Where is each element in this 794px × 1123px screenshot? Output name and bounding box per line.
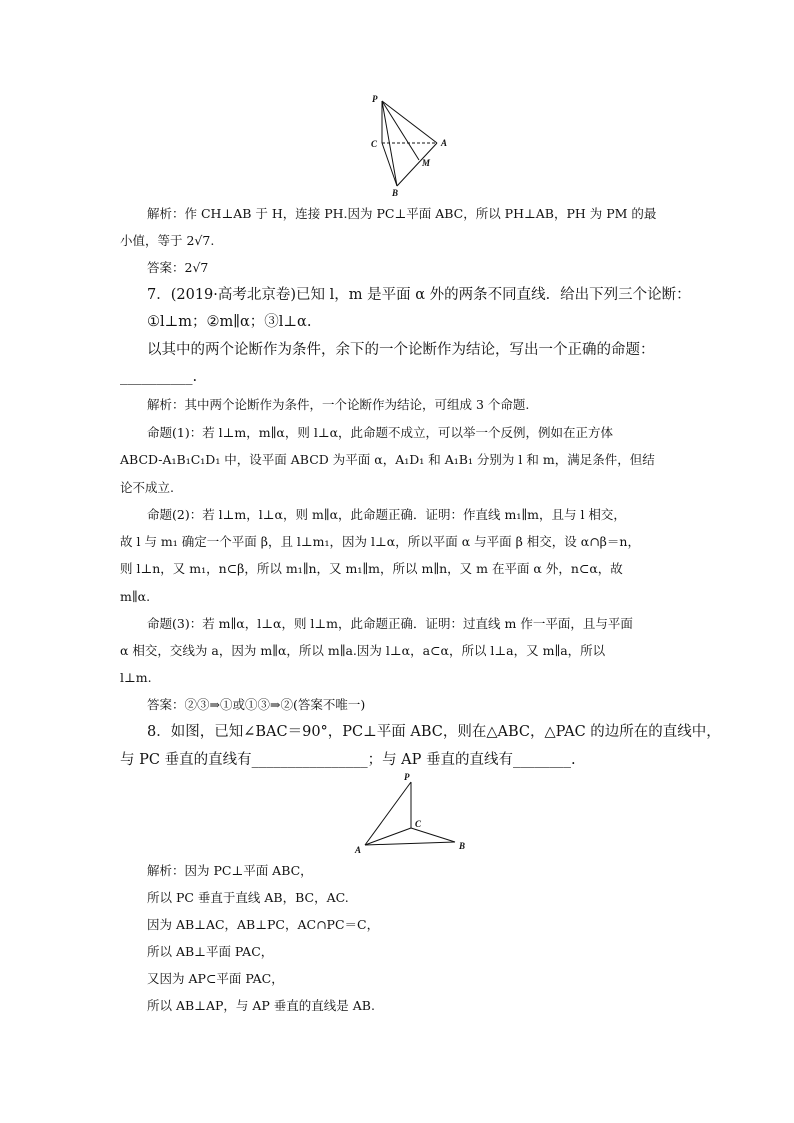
label-a: A: [355, 845, 362, 855]
edge-pa: [382, 101, 437, 143]
p6-answer: 答案：2√7: [147, 260, 209, 275]
q7-case3-line-2: α 相交，交线为 a，因为 m∥α，所以 m∥a.因为 l⊥α，a⊂α，所以 l⊥a，又 m∥a，所以: [120, 643, 606, 658]
q7-stem-line-3: 以其中的两个论断作为条件，余下的一个论断作为结论，写出一个正确的命题：: [147, 342, 655, 358]
label-b: B: [459, 841, 466, 851]
q7-stem-line-1: 7．(2019·高考北京卷)已知 l，m 是平面 α 外的两条不同直线．给出下列三个论断：: [147, 287, 691, 303]
edge-pm: [382, 101, 419, 160]
q8-solution-line-3: 因为 AB⊥AC，AB⊥PC，AC∩PC＝C，: [147, 917, 380, 932]
edge-cb: [382, 143, 397, 186]
edge-pa: [365, 782, 411, 845]
q7-case2-line-2: 故 l 与 m₁ 确定一个平面 β，且 l⊥m₁，因为 l⊥α，所以平面 α 与平面 β 相交，设 α∩β＝n，: [120, 534, 640, 549]
q7-case2-line-4: m∥α.: [120, 589, 151, 604]
q7-answer: 答案：②③⇒①或①③⇒②(答案不唯一): [147, 697, 366, 712]
q8-solution-line-6: 所以 AB⊥AP，与 AP 垂直的直线是 AB.: [147, 998, 375, 1013]
edge-ac: [365, 828, 411, 845]
label-b: B: [392, 188, 399, 198]
p6-solution-line-1: 解析：作 CH⊥AB 于 H，连接 PH.因为 PC⊥平面 ABC，所以 PH⊥AB，PH 为 PM 的最: [147, 206, 657, 221]
q8-stem-line-1: 8．如图，已知∠BAC＝90°，PC⊥平面 ABC，则在△ABC，△PAC 的边所在的直线中，: [147, 724, 721, 740]
q7-case1-line-3: 论不成立.: [120, 480, 174, 495]
q8-solution-line-4: 所以 AB⊥平面 PAC，: [147, 944, 274, 959]
q7-case3-line-3: l⊥m.: [120, 670, 152, 685]
edge-ab: [397, 143, 437, 186]
q7-case3-line-1: 命题(3)：若 m∥α，l⊥α，则 l⊥m，此命题正确．证明：过直线 m 作一平面，且与平面: [147, 616, 633, 631]
p6-solution-line-2: 小值，等于 2√7.: [120, 233, 215, 248]
label-p: P: [404, 772, 410, 782]
q7-solution-intro: 解析：其中两个论断作为条件，一个论断作为结论，可组成 3 个命题.: [147, 397, 530, 412]
q8-solution-line-5: 又因为 AP⊂平面 PAC，: [147, 971, 284, 986]
edge-ab: [365, 842, 455, 845]
q7-case1-line-2: ABCD-A₁B₁C₁D₁ 中，设平面 ABCD 为平面 α，A₁D₁ 和 A₁B₁ 分别为 l 和 m，满足条件，但结: [120, 452, 655, 467]
q8-solution-line-2: 所以 PC 垂直于直线 AB，BC，AC.: [147, 890, 349, 905]
edge-pb: [382, 101, 397, 186]
q7-stem-line-2: ①l⊥m；②m∥α；③l⊥α.: [147, 314, 312, 330]
q7-case1-line-1: 命题(1)：若 l⊥m，m∥α，则 l⊥α，此命题不成立，可以举一个反例，例如在正方体: [147, 425, 614, 440]
label-p: P: [372, 94, 378, 104]
label-a: A: [441, 138, 448, 148]
q8-stem-line-2: 与 PC 垂直的直线有________________；与 AP 垂直的直线有________.: [120, 752, 576, 768]
q7-case2-line-3: 则 l⊥n，又 m₁，n⊂β，所以 m₁∥n，又 m₁∥m，所以 m∥n，又 m 在平面 α 外，n⊂α，故: [120, 561, 623, 576]
label-m: M: [422, 158, 431, 168]
label-c: C: [415, 819, 422, 829]
q7-answer-blank: __________.: [120, 369, 198, 385]
q7-case2-line-1: 命题(2)：若 l⊥m，l⊥α，则 m∥α，此命题正确．证明：作直线 m₁∥m，且与 l 相交，: [147, 507, 626, 522]
edge-cb: [411, 828, 455, 842]
q8-solution-line-1: 解析：因为 PC⊥平面 ABC，: [147, 863, 313, 878]
label-c: C: [371, 139, 378, 149]
